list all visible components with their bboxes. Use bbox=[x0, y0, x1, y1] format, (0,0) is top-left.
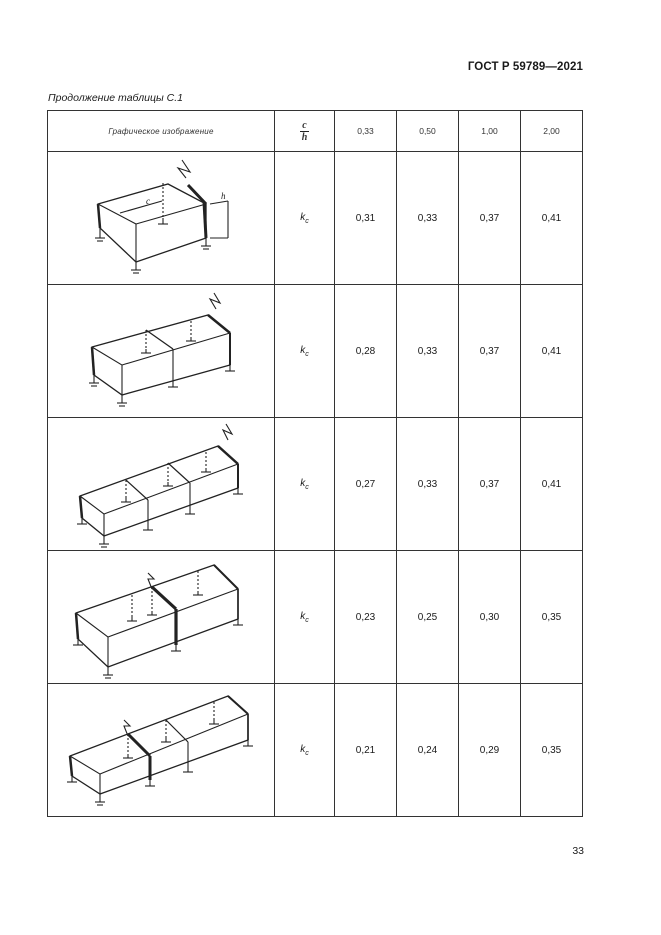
header-graphic: Графическое изображение bbox=[48, 111, 275, 152]
table-row bbox=[48, 684, 583, 817]
table-row bbox=[48, 152, 583, 285]
value-cell: 0,21 bbox=[335, 684, 397, 817]
value-cell: 0,30 bbox=[459, 551, 521, 684]
figure-cell bbox=[48, 551, 275, 684]
coefficient-table bbox=[47, 110, 583, 817]
value-cell: 0,31 bbox=[335, 152, 397, 285]
value-cell: 0,41 bbox=[521, 285, 583, 418]
coef-symbol: $k_c$ bbox=[300, 743, 309, 757]
value-cell: 0,41 bbox=[521, 152, 583, 285]
coef-symbol: $k_c$ bbox=[300, 477, 309, 491]
value-cell: 0,23 bbox=[335, 551, 397, 684]
building-diagram-4 bbox=[48, 551, 275, 683]
header-col-1: 0,33 bbox=[335, 111, 397, 152]
building-diagram-5 bbox=[48, 684, 275, 816]
value-cell: 0,41 bbox=[521, 418, 583, 551]
ratio-denominator: h bbox=[301, 131, 308, 143]
figure-label-c: c bbox=[146, 196, 150, 206]
figure-cell bbox=[48, 285, 275, 418]
table-row bbox=[48, 285, 583, 418]
header-ratio bbox=[275, 111, 335, 152]
value-cell: 0,37 bbox=[459, 152, 521, 285]
table-row bbox=[48, 551, 583, 684]
value-cell: 0,35 bbox=[521, 551, 583, 684]
value-cell: 0,33 bbox=[397, 418, 459, 551]
header-col-4: 2,00 bbox=[521, 111, 583, 152]
value-cell: 0,29 bbox=[459, 684, 521, 817]
figure-cell bbox=[48, 418, 275, 551]
page-number: 33 bbox=[572, 845, 584, 857]
figure-cell bbox=[48, 684, 275, 817]
header-col-2: 0,50 bbox=[397, 111, 459, 152]
coef-cell bbox=[275, 285, 335, 418]
coef-cell bbox=[275, 418, 335, 551]
value-cell: 0,37 bbox=[459, 285, 521, 418]
table-caption: Продолжение таблицы С.1 bbox=[48, 92, 183, 104]
coef-symbol: $k_c$ bbox=[300, 610, 309, 624]
figure-cell bbox=[48, 152, 275, 285]
value-cell: 0,24 bbox=[397, 684, 459, 817]
header-col-3: 1,00 bbox=[459, 111, 521, 152]
building-diagram-1 bbox=[48, 152, 275, 284]
coef-cell bbox=[275, 684, 335, 817]
table-header-row bbox=[48, 111, 583, 152]
value-cell: 0,25 bbox=[397, 551, 459, 684]
coef-symbol: $k_c$ bbox=[300, 344, 309, 358]
value-cell: 0,37 bbox=[459, 418, 521, 551]
ratio-fraction bbox=[300, 120, 308, 143]
value-cell: 0,35 bbox=[521, 684, 583, 817]
building-diagram-3 bbox=[48, 418, 275, 550]
value-cell: 0,28 bbox=[335, 285, 397, 418]
figure-label-h: h bbox=[221, 191, 226, 201]
ratio-numerator: c bbox=[302, 119, 307, 131]
coef-symbol: $k_c$ bbox=[300, 211, 309, 225]
coef-cell bbox=[275, 551, 335, 684]
value-cell: 0,27 bbox=[335, 418, 397, 551]
value-cell: 0,33 bbox=[397, 285, 459, 418]
building-diagram-2 bbox=[48, 285, 275, 417]
standard-number: ГОСТ Р 59789—2021 bbox=[467, 61, 583, 73]
table-row bbox=[48, 418, 583, 551]
value-cell: 0,33 bbox=[397, 152, 459, 285]
coef-cell bbox=[275, 152, 335, 285]
